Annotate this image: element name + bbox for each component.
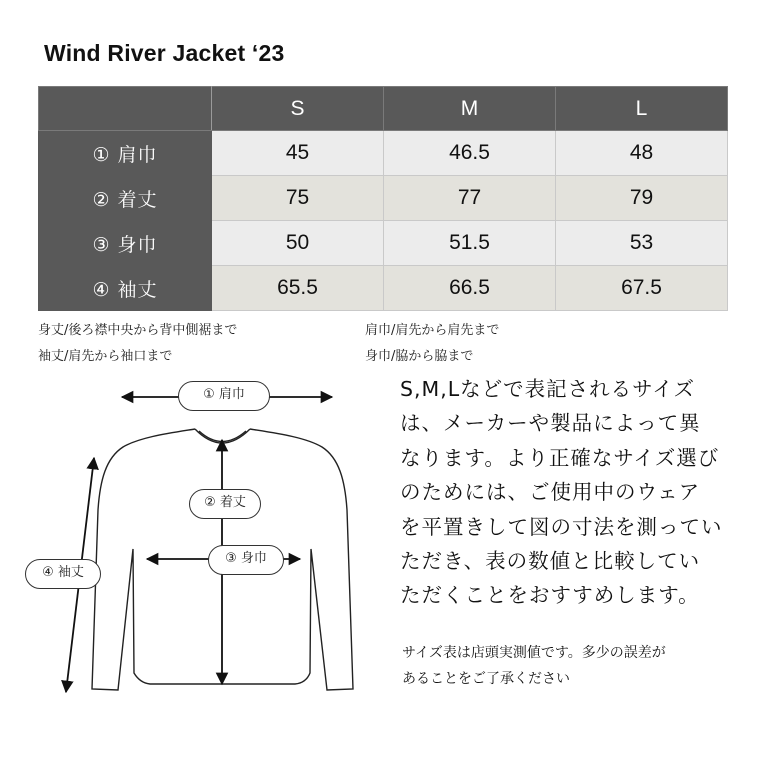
- description-line: ただくことをおすすめします。: [400, 583, 700, 608]
- size-chart-table: [38, 86, 728, 311]
- table-row-shoulder: [39, 131, 728, 176]
- table-cell: 53: [556, 221, 728, 266]
- shoulder-label: ① 肩巾: [178, 381, 270, 411]
- note-chest-width: 身巾/脇から脇まで: [365, 349, 474, 364]
- row-label: ③ 身巾: [39, 221, 212, 266]
- table-corner-cell: [39, 87, 212, 131]
- description-line: のためには、ご使用中のウェア: [400, 480, 701, 505]
- row-label: ① 肩巾: [39, 131, 212, 176]
- description-line: は、メーカーや製品によって異: [400, 411, 701, 436]
- sleeve-label: ④ 袖丈: [25, 559, 101, 589]
- table-cell: 50: [212, 221, 384, 266]
- table-row-length: [39, 176, 728, 221]
- disclaimer-line: サイズ表は店頭実測値です。多少の誤差が: [402, 645, 666, 661]
- note-shoulder-width: 肩巾/肩先から肩先まで: [365, 323, 500, 338]
- table-cell: 46.5: [384, 131, 556, 176]
- measurement-disclaimer: [402, 640, 742, 692]
- garment-measurement-diagram: [0, 360, 390, 700]
- note-sleeve-length: 袖丈/肩先から袖口まで: [38, 349, 173, 364]
- chest-label: ③ 身巾: [208, 545, 284, 575]
- product-title: Wind River Jacket ‘23: [44, 40, 285, 66]
- size-header-l: L: [556, 87, 728, 131]
- table-cell: 65.5: [212, 266, 384, 311]
- description-line: S,M,Lなどで表記されるサイズ: [400, 377, 696, 401]
- description-line: なります。より正確なサイズ選び: [400, 445, 720, 470]
- table-row-chest: [39, 221, 728, 266]
- table-cell: 79: [556, 176, 728, 221]
- table-cell: 48: [556, 131, 728, 176]
- description-line: ただき、表の数値と比較してい: [400, 549, 701, 574]
- table-cell: 77: [384, 176, 556, 221]
- size-guide-description: [400, 372, 745, 613]
- table-header-row: [39, 87, 728, 131]
- table-cell: 75: [212, 176, 384, 221]
- row-label: ④ 袖丈: [39, 266, 212, 311]
- description-line: を平置きして図の寸法を測ってい: [400, 514, 723, 539]
- note-body-length: 身丈/後ろ襟中央から背中側裾まで: [38, 323, 238, 338]
- row-label: ② 着丈: [39, 176, 212, 221]
- table-row-sleeve: [39, 266, 728, 311]
- table-cell: 51.5: [384, 221, 556, 266]
- length-label: ② 着丈: [189, 489, 261, 519]
- size-header-m: M: [384, 87, 556, 131]
- table-cell: 66.5: [384, 266, 556, 311]
- table-cell: 67.5: [556, 266, 728, 311]
- disclaimer-line: あることをご了承ください: [402, 671, 570, 687]
- size-header-s: S: [212, 87, 384, 131]
- table-cell: 45: [212, 131, 384, 176]
